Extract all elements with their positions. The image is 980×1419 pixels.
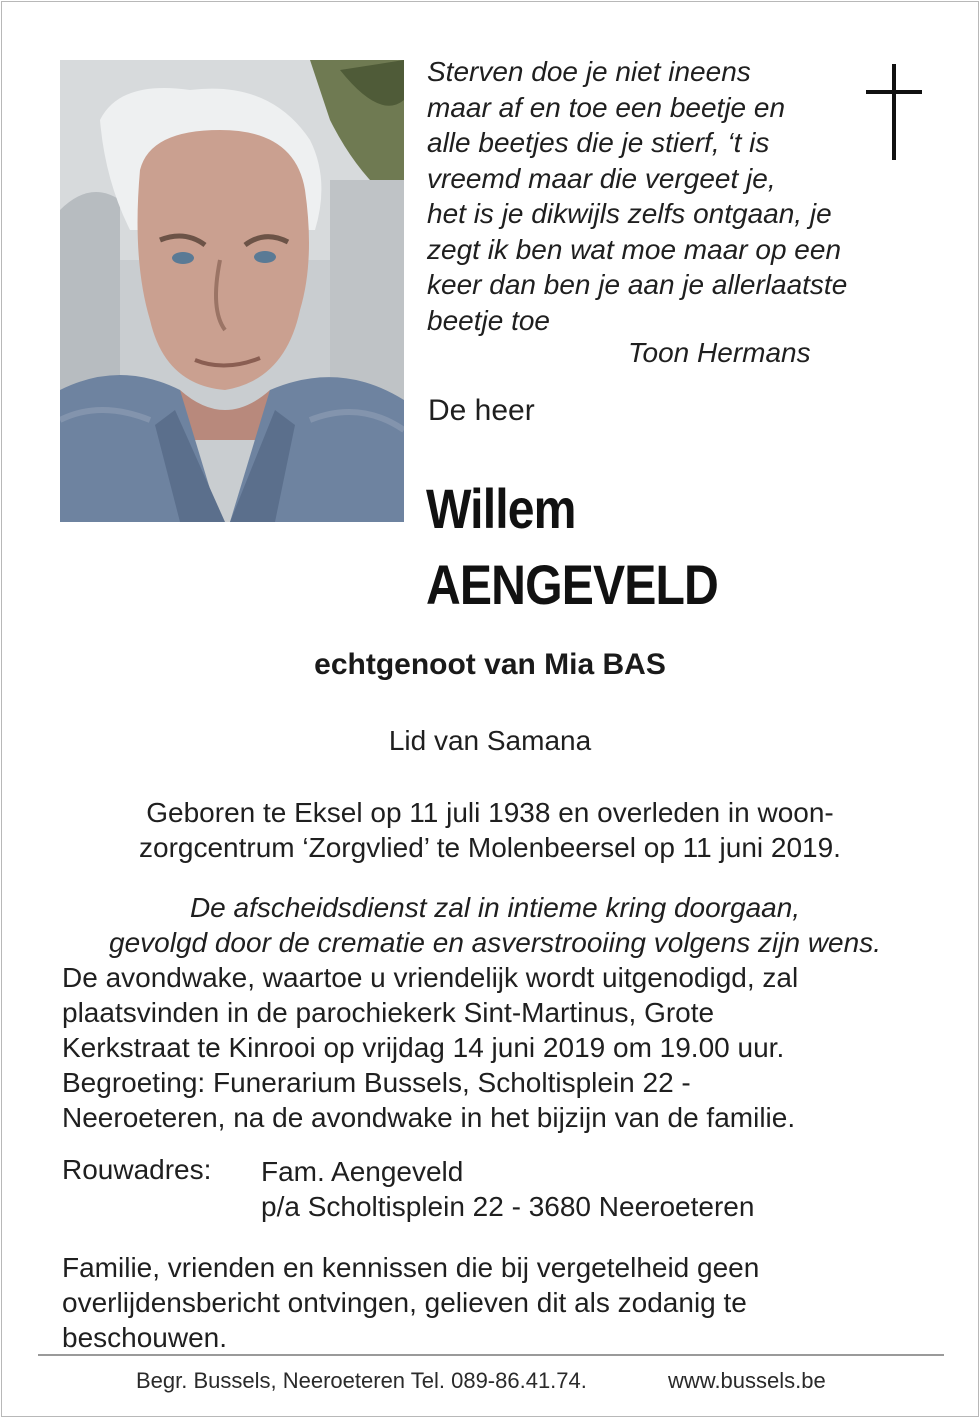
birth-death-line: zorgcentrum ‘Zorgvlied’ te Molenbeersel op 11 juni 2019. [139, 832, 841, 863]
poem-line: het is je dikwijls zelfs ontgaan, je [427, 198, 832, 229]
poem-line: Sterven doe je niet ineens [427, 56, 751, 87]
wake-line: plaatsvinden in de parochiekerk Sint-Martinus, Grote [62, 997, 715, 1028]
poem-author: Toon Hermans [628, 337, 811, 368]
service-line: De afscheidsdienst zal in intieme kring doorgaan, [189, 892, 801, 923]
mourning-address [261, 1154, 754, 1224]
poem-line: beetje toe [427, 304, 550, 336]
birth-death-line: Geboren te Eksel op 11 juli 1938 en overleden in woon- [146, 797, 834, 828]
salutation: De heer [428, 394, 535, 427]
poem-line: alle beetjes die je stierf, ‘t is [427, 127, 770, 158]
poem-line: zegt ik ben wat moe maar op een [427, 233, 842, 265]
notice-line: beschouwen. [62, 1322, 228, 1353]
service-line: gevolgd door de crematie en asverstrooiing volgens zijn wens. [109, 927, 881, 958]
cross-icon [866, 64, 924, 165]
notice-line: Familie, vrienden en kennissen die bij vergetelheid geen [62, 1252, 760, 1283]
footer-divider [38, 1354, 944, 1356]
poem-line: maar af en toe een beetje en [427, 91, 786, 123]
wake-line: Kerkstraat te Kinrooi op vrijdag 14 juni 2019 om 19.00 uur. [62, 1032, 785, 1063]
death-notice-card [1, 1, 979, 1417]
poem [427, 54, 897, 338]
undertaker-contact: Begr. Bussels, Neeroeteren Tel. 089-86.41.74. [136, 1368, 587, 1393]
closing-notice [62, 1250, 922, 1355]
portrait-photo [60, 60, 404, 522]
wake-line: Begroeting: Funerarium Bussels, Scholtisplein 22 - [62, 1067, 691, 1098]
address-line: p/a Scholtisplein 22 - 3680 Neeroeteren [261, 1191, 755, 1222]
wake-line: De avondwake, waartoe u vriendelijk wordt uitgenodigd, zal [62, 962, 799, 993]
farewell-service-info [60, 890, 930, 960]
membership-line: Lid van Samana [388, 725, 592, 756]
deceased-last-name: AENGEVELD [426, 553, 718, 616]
notice-line: overlijdensbericht ontvingen, gelieven dit als zodanig te [62, 1287, 747, 1318]
wake-info [62, 960, 932, 1135]
poem-line: keer dan ben je aan je allerlaatste [427, 269, 848, 300]
deceased-first-name: Willem [426, 477, 576, 540]
spouse-line: echtgenoot van Mia BAS [314, 648, 666, 681]
birth-death-info [2, 795, 978, 865]
address-label: Rouwadres: [62, 1154, 212, 1185]
address-line: Fam. Aengeveld [261, 1156, 464, 1187]
poem-line: vreemd maar die vergeet je, [427, 162, 776, 194]
undertaker-website[interactable]: www.bussels.be [668, 1368, 826, 1393]
wake-line: Neeroeteren, na de avondwake in het bijzijn van de familie. [62, 1102, 796, 1133]
